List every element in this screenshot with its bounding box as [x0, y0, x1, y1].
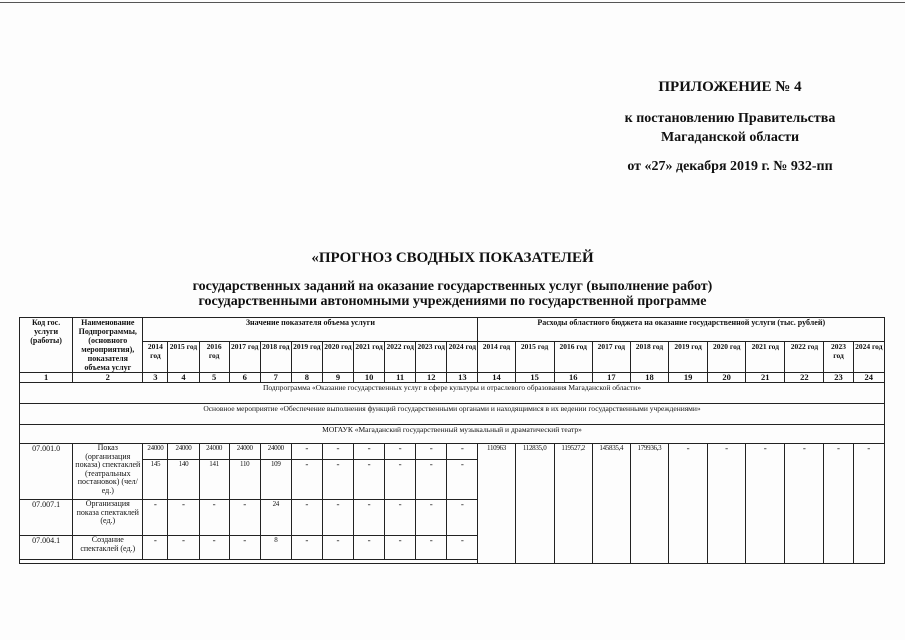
year-header: 2019 год — [669, 342, 708, 373]
volume-value: - — [143, 500, 168, 536]
expense-value: - — [746, 444, 785, 564]
year-header: 2024 год — [447, 342, 478, 373]
expense-value: 145835,4 — [592, 444, 630, 564]
year-header: 2021 год — [746, 342, 785, 373]
volume-value: - — [385, 460, 416, 500]
subprogram-row — [20, 383, 885, 404]
year-header: 2016 год — [554, 342, 592, 373]
volume-value: - — [354, 444, 385, 460]
header-row-years — [20, 342, 885, 373]
column-number: 1 — [20, 373, 73, 383]
volume-value: 145 — [143, 460, 168, 500]
service-name: Организация показа спектаклей (ед.) — [73, 500, 143, 536]
volume-value: - — [291, 500, 322, 536]
volume-value: 24000 — [143, 444, 168, 460]
volume-value: 24000 — [168, 444, 199, 460]
year-header: 2020 год — [708, 342, 746, 373]
year-header: 2019 год — [291, 342, 322, 373]
main-event-title: Основное мероприятие «Обеспечение выполнения функций государственными органами и находящимися в их ведении государственными учреждениями» — [20, 404, 885, 425]
volume-value: - — [291, 444, 322, 460]
column-number: 3 — [143, 373, 168, 383]
table-row — [20, 444, 885, 460]
column-number: 14 — [478, 373, 515, 383]
column-number: 7 — [260, 373, 291, 383]
volume-value: 24 — [260, 500, 291, 536]
main-event-row — [20, 404, 885, 425]
volume-value: 140 — [168, 460, 199, 500]
institution-row — [20, 425, 885, 444]
volume-value: - — [168, 536, 199, 560]
volume-value: - — [322, 460, 353, 500]
year-header: 2015 год — [168, 342, 199, 373]
volume-value: - — [385, 500, 416, 536]
header-volume-group: Значение показателя объема услуги — [143, 318, 478, 342]
expense-value: 119527,2 — [554, 444, 592, 564]
appendix-line-1: к постановлению Правительства — [624, 111, 836, 126]
year-header: 2018 год — [630, 342, 668, 373]
expense-value: 179936,3 — [630, 444, 668, 564]
expense-value: - — [669, 444, 708, 564]
year-header: 2021 год — [354, 342, 385, 373]
volume-value: 141 — [199, 460, 229, 500]
year-header: 2023 год — [416, 342, 447, 373]
expense-value: 110963 — [478, 444, 515, 564]
year-header: 2014 год — [478, 342, 515, 373]
column-number: 23 — [824, 373, 853, 383]
column-number: 13 — [447, 373, 478, 383]
service-code: 07.004.1 — [20, 536, 73, 560]
column-number: 19 — [669, 373, 708, 383]
volume-value: - — [447, 460, 478, 500]
column-number: 18 — [630, 373, 668, 383]
expense-value: - — [853, 444, 884, 564]
expense-value: - — [824, 444, 853, 564]
volume-value: 8 — [260, 536, 291, 560]
volume-value: - — [447, 536, 478, 560]
volume-value: - — [354, 460, 385, 500]
volume-value: 24000 — [260, 444, 291, 460]
expense-value: 112835,0 — [515, 444, 554, 564]
service-code: 07.001.0 — [20, 444, 73, 500]
volume-value: - — [416, 444, 447, 460]
volume-value: - — [354, 536, 385, 560]
volume-value: - — [385, 444, 416, 460]
volume-value: - — [416, 460, 447, 500]
volume-value: 24000 — [229, 444, 260, 460]
column-number: 15 — [515, 373, 554, 383]
service-name: Показ (организация показа) спектаклей (театральных постановок) (чел/ед.) — [73, 444, 143, 500]
column-number: 24 — [853, 373, 884, 383]
column-number: 10 — [354, 373, 385, 383]
appendix-block — [600, 78, 860, 176]
document-title: «ПРОГНОЗ СВОДНЫХ ПОКАЗАТЕЛЕЙ — [311, 250, 594, 266]
volume-value: - — [291, 460, 322, 500]
column-number: 11 — [385, 373, 416, 383]
volume-value: - — [143, 536, 168, 560]
column-number: 21 — [746, 373, 785, 383]
column-number: 5 — [199, 373, 229, 383]
volume-value: - — [416, 536, 447, 560]
year-header: 2023 год — [824, 342, 853, 373]
column-number: 2 — [73, 373, 143, 383]
appendix-date: от «27» декабря 2019 г. № 932-пп — [627, 159, 833, 174]
volume-value: - — [447, 500, 478, 536]
year-header: 2015 год — [515, 342, 554, 373]
subtitle-line-1: государственных заданий на оказание государственных услуг (выполнение работ) — [192, 279, 713, 294]
year-header: 2020 год — [322, 342, 353, 373]
expense-value: - — [785, 444, 824, 564]
volume-value: - — [199, 536, 229, 560]
volume-value: 24000 — [199, 444, 229, 460]
column-number: 12 — [416, 373, 447, 383]
forecast-table — [19, 317, 885, 564]
volume-value: 109 — [260, 460, 291, 500]
volume-value: - — [199, 500, 229, 536]
appendix-heading: ПРИЛОЖЕНИЕ № 4 — [658, 79, 802, 95]
volume-value: - — [447, 444, 478, 460]
column-number: 9 — [322, 373, 353, 383]
column-number: 16 — [554, 373, 592, 383]
volume-value: - — [354, 500, 385, 536]
volume-value: - — [385, 536, 416, 560]
year-header: 2022 год — [385, 342, 416, 373]
table-bottom-spacer — [20, 560, 478, 564]
volume-value: 110 — [229, 460, 260, 500]
institution-title: МОГАУК «Магаданский государственный музыкальный и драматический театр» — [20, 425, 885, 444]
volume-value: - — [322, 500, 353, 536]
year-header: 2018 год — [260, 342, 291, 373]
year-header: 2017 год — [592, 342, 630, 373]
year-header: 2022 год — [785, 342, 824, 373]
volume-value: - — [168, 500, 199, 536]
subprogram-title: Подпрограмма «Оказание государственных услуг в сфере культуры и отраслевого образования Магаданской области» — [20, 383, 885, 404]
year-header: 2017 год — [229, 342, 260, 373]
header-name: Наименование Подпрограммы, (основного мероприятия), показателя объема услуг — [73, 318, 143, 373]
volume-value: - — [322, 444, 353, 460]
volume-value: - — [416, 500, 447, 536]
appendix-line-2: Магаданской области — [660, 130, 800, 145]
column-number-row — [20, 373, 885, 383]
volume-value: - — [291, 536, 322, 560]
volume-value: - — [322, 536, 353, 560]
top-border-line — [0, 2, 905, 3]
year-header: 2014 год — [143, 342, 168, 373]
expense-value: - — [708, 444, 746, 564]
subtitle-line-2: государственными автономными учреждениями по государственной программе — [198, 294, 707, 309]
column-number: 22 — [785, 373, 824, 383]
column-number: 8 — [291, 373, 322, 383]
header-row-groups — [20, 318, 885, 342]
column-number: 6 — [229, 373, 260, 383]
service-name: Создание спектаклей (ед.) — [73, 536, 143, 560]
volume-value: - — [229, 500, 260, 536]
header-code: Код гос. услуги (работы) — [20, 318, 73, 373]
service-code: 07.007.1 — [20, 500, 73, 536]
document-subtitle — [0, 279, 905, 309]
year-header: 2016 год — [199, 342, 229, 373]
volume-value: - — [229, 536, 260, 560]
column-number: 20 — [708, 373, 746, 383]
column-number: 17 — [592, 373, 630, 383]
header-expenses-group: Расходы областного бюджета на оказание государственной услуги (тыс. рублей) — [478, 318, 885, 342]
year-header: 2024 год — [853, 342, 884, 373]
column-number: 4 — [168, 373, 199, 383]
